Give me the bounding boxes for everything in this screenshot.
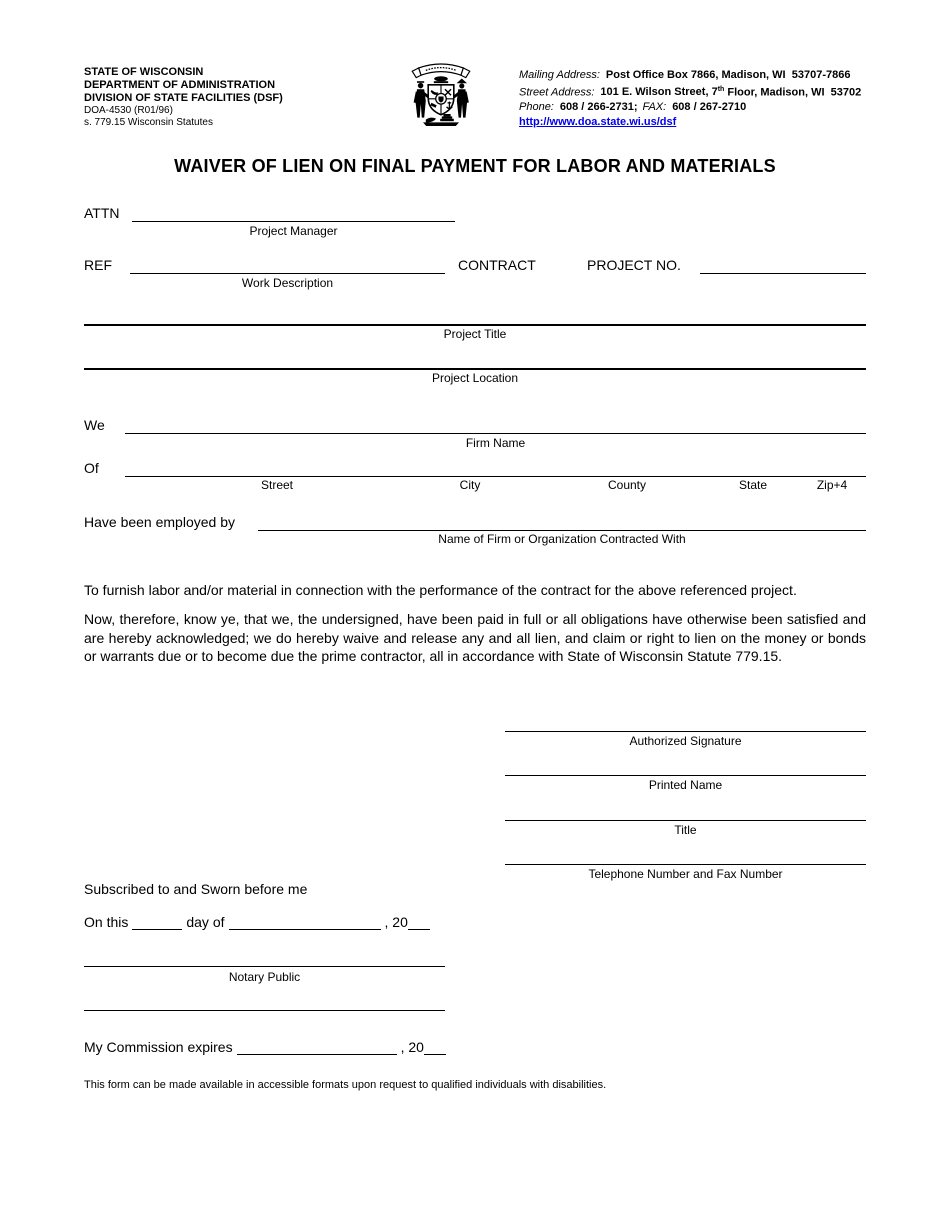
notary-public-fill-line[interactable] (84, 966, 445, 967)
city-caption: City (459, 478, 481, 492)
street-address-ordinal: th (717, 85, 725, 93)
ref-label: REF (84, 257, 112, 273)
street-address-value-pre: 101 E. Wilson Street, 7 (600, 86, 718, 99)
agency-line-1: STATE OF WISCONSIN (84, 66, 204, 78)
authorized-signature-fill-line[interactable] (505, 731, 866, 732)
project-title-caption: Project Title (443, 327, 507, 341)
statute-reference: s. 779.15 Wisconsin Statutes (84, 116, 213, 128)
year-prefix: , 20 (384, 914, 408, 930)
agency-line-3: DIVISION OF STATE FACILITIES (DSF) (84, 92, 283, 104)
mailing-address-value: Post Office Box 7866, Madison, WI 53707-7866 (605, 69, 851, 81)
employed-by-fill-line[interactable] (258, 530, 866, 531)
commission-year-blank[interactable] (424, 1040, 446, 1055)
street-caption: Street (260, 478, 294, 492)
we-label: We (84, 417, 105, 433)
street-address-label: Street Address: (519, 86, 595, 99)
page-title: WAIVER OF LIEN ON FINAL PAYMENT FOR LABOR AND MATERIALS (174, 156, 776, 176)
form-number: DOA-4530 (R01/96) (84, 105, 173, 116)
sworn-statement: Subscribed to and Sworn before me (84, 881, 308, 897)
commission-row (84, 1039, 450, 1055)
website-link[interactable]: http://www.doa.state.wi.us/dsf (519, 116, 677, 129)
website-row (519, 115, 879, 130)
printed-name-fill-line[interactable] (505, 775, 866, 776)
notary-extra-fill-line[interactable] (84, 1010, 445, 1011)
phone-fax-fill-line[interactable] (505, 864, 866, 865)
ref-caption: Work Description (241, 276, 334, 290)
state-caption: State (738, 478, 768, 492)
project-no-fill-line[interactable] (700, 273, 866, 274)
ref-fill-line[interactable] (130, 273, 445, 274)
attn-fill-line[interactable] (132, 221, 455, 222)
mailing-address-label: Mailing Address: (519, 69, 600, 81)
contact-block (519, 68, 879, 130)
phone-fax-caption: Telephone Number and Fax Number (588, 867, 783, 881)
paragraph-waiver: Now, therefore, know ye, that we, the undersigned, have been paid in full or all obligations have otherwise been satisfied and are hereby acknowledged; we do hereby waive and release any and all lien, and claim or right to lien on the money or bonds or warrants due or to become due the prime contractor, all in accordance with State of Wisconsin Statute 779.15. (84, 611, 866, 664)
zip-caption: Zip+4 (816, 478, 848, 492)
project-no-label: PROJECT NO. (587, 257, 681, 273)
title-caption: Title (674, 823, 697, 837)
project-location-caption: Project Location (431, 371, 519, 385)
logo (401, 56, 481, 136)
phone-label: Phone: (519, 101, 554, 114)
notary-public-caption: Notary Public (228, 970, 301, 984)
printed-name-caption: Printed Name (648, 778, 723, 792)
street-address-row (519, 83, 879, 100)
address-fill-line[interactable] (125, 476, 866, 477)
agency-block (84, 66, 283, 128)
attn-caption: Project Manager (249, 224, 338, 238)
project-title-fill-line[interactable] (84, 324, 866, 326)
authorized-signature-caption: Authorized Signature (629, 734, 742, 748)
commission-year-prefix: , 20 (400, 1039, 424, 1055)
street-address-value-post: Floor, Madison, WI 53702 (724, 86, 862, 99)
commission-label: My Commission expires (84, 1039, 233, 1055)
day-of-label: day of (186, 914, 225, 930)
firm-name-caption: Firm Name (465, 436, 526, 450)
paragraph-furnish: To furnish labor and/or material in connection with the performance of the contract for the above referenced project. (84, 582, 797, 598)
employed-by-caption: Name of Firm or Organization Contracted With (438, 532, 686, 546)
contract-label: CONTRACT (458, 257, 536, 273)
phone-value: 608 / 266-2731; (559, 101, 638, 114)
mailing-address-row (519, 68, 879, 83)
accessibility-note: This form can be made available in accessible formats upon request to qualified individuals with disabilities. (84, 1079, 607, 1091)
employed-by-label: Have been employed by (84, 514, 235, 530)
firm-name-fill-line[interactable] (125, 433, 866, 434)
agency-line-2: DEPARTMENT OF ADMINISTRATION (84, 79, 276, 91)
phone-fax-row (519, 100, 879, 115)
year-blank[interactable] (408, 915, 430, 930)
commission-month-blank[interactable] (237, 1040, 397, 1055)
fax-value: 608 / 267-2710 (672, 101, 747, 114)
county-caption: County (607, 478, 647, 492)
wisconsin-coat-of-arms-icon (401, 56, 481, 136)
title-fill-line[interactable] (505, 820, 866, 821)
project-location-fill-line[interactable] (84, 368, 866, 370)
day-blank[interactable] (132, 915, 182, 930)
of-label: Of (84, 460, 99, 476)
on-this-label: On this (84, 914, 129, 930)
date-row (84, 914, 434, 930)
month-blank[interactable] (229, 915, 381, 930)
attn-label: ATTN (84, 205, 120, 221)
fax-label: FAX: (642, 101, 667, 114)
